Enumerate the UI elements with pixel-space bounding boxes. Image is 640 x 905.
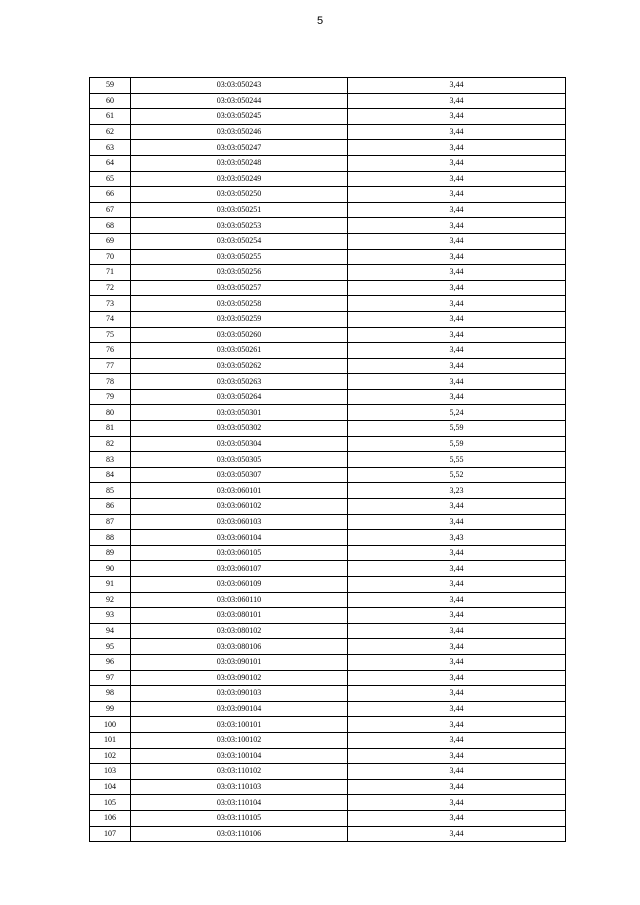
row-number-cell: 60 [90, 93, 131, 109]
cadastral-number-cell: 03:03:050302 [131, 421, 348, 437]
row-number-cell: 81 [90, 421, 131, 437]
row-number-cell: 61 [90, 109, 131, 125]
value-cell: 3,44 [348, 654, 566, 670]
row-number-cell: 74 [90, 311, 131, 327]
value-cell: 3,44 [348, 764, 566, 780]
row-number-cell: 88 [90, 530, 131, 546]
cadastral-number-cell: 03:03:050301 [131, 405, 348, 421]
table-row [90, 171, 566, 187]
cadastral-number-cell: 03:03:050248 [131, 155, 348, 171]
value-cell: 5,59 [348, 421, 566, 437]
table-row [90, 577, 566, 593]
row-number-cell: 63 [90, 140, 131, 156]
cadastral-number-cell: 03:03:060101 [131, 483, 348, 499]
value-cell: 3,44 [348, 577, 566, 593]
table-row [90, 358, 566, 374]
row-number-cell: 66 [90, 187, 131, 203]
value-cell: 3,44 [348, 343, 566, 359]
value-cell: 3,44 [348, 124, 566, 140]
table-row [90, 545, 566, 561]
value-cell: 5,52 [348, 467, 566, 483]
value-cell: 3,44 [348, 810, 566, 826]
table-row [90, 405, 566, 421]
cadastral-number-cell: 03:03:060109 [131, 577, 348, 593]
table-row [90, 202, 566, 218]
row-number-cell: 72 [90, 280, 131, 296]
value-cell: 3,44 [348, 311, 566, 327]
table-row [90, 639, 566, 655]
table-body [90, 78, 566, 842]
table-row [90, 483, 566, 499]
cadastral-number-cell: 03:03:060104 [131, 530, 348, 546]
table-row [90, 701, 566, 717]
cadastral-number-cell: 03:03:050253 [131, 218, 348, 234]
table-row [90, 561, 566, 577]
table-row [90, 810, 566, 826]
value-cell: 3,44 [348, 327, 566, 343]
table-row [90, 779, 566, 795]
table-row [90, 608, 566, 624]
row-number-cell: 62 [90, 124, 131, 140]
row-number-cell: 101 [90, 732, 131, 748]
value-cell: 3,44 [348, 233, 566, 249]
data-table [89, 77, 566, 842]
value-cell: 3,44 [348, 109, 566, 125]
row-number-cell: 99 [90, 701, 131, 717]
table-row [90, 732, 566, 748]
value-cell: 3,44 [348, 686, 566, 702]
table-row [90, 717, 566, 733]
table-row [90, 311, 566, 327]
value-cell: 5,24 [348, 405, 566, 421]
row-number-cell: 92 [90, 592, 131, 608]
cadastral-number-cell: 03:03:050263 [131, 374, 348, 390]
value-cell: 3,44 [348, 389, 566, 405]
value-cell: 3,44 [348, 608, 566, 624]
value-cell: 3,44 [348, 561, 566, 577]
cadastral-number-cell: 03:03:110105 [131, 810, 348, 826]
cadastral-number-cell: 03:03:050260 [131, 327, 348, 343]
cadastral-number-cell: 03:03:050250 [131, 187, 348, 203]
table-row [90, 748, 566, 764]
cadastral-number-cell: 03:03:100104 [131, 748, 348, 764]
value-cell: 3,44 [348, 187, 566, 203]
cadastral-number-cell: 03:03:050258 [131, 296, 348, 312]
value-cell: 3,44 [348, 670, 566, 686]
table-row [90, 218, 566, 234]
row-number-cell: 68 [90, 218, 131, 234]
table-row [90, 327, 566, 343]
value-cell: 3,44 [348, 93, 566, 109]
value-cell: 3,44 [348, 265, 566, 281]
table-row [90, 436, 566, 452]
value-cell: 3,23 [348, 483, 566, 499]
row-number-cell: 71 [90, 265, 131, 281]
value-cell: 3,44 [348, 140, 566, 156]
value-cell: 3,44 [348, 296, 566, 312]
value-cell: 3,44 [348, 826, 566, 842]
table-row [90, 654, 566, 670]
table-row [90, 826, 566, 842]
value-cell: 3,44 [348, 218, 566, 234]
cadastral-number-cell: 03:03:060105 [131, 545, 348, 561]
cadastral-number-cell: 03:03:100101 [131, 717, 348, 733]
cadastral-number-cell: 03:03:050251 [131, 202, 348, 218]
cadastral-number-cell: 03:03:050256 [131, 265, 348, 281]
cadastral-number-cell: 03:03:090104 [131, 701, 348, 717]
cadastral-number-cell: 03:03:050264 [131, 389, 348, 405]
table-row [90, 109, 566, 125]
table-row [90, 296, 566, 312]
cadastral-number-cell: 03:03:110103 [131, 779, 348, 795]
table-row [90, 499, 566, 515]
value-cell: 3,44 [348, 155, 566, 171]
cadastral-number-cell: 03:03:050304 [131, 436, 348, 452]
value-cell: 3,44 [348, 795, 566, 811]
cadastral-number-cell: 03:03:050245 [131, 109, 348, 125]
table-row [90, 389, 566, 405]
value-cell: 3,43 [348, 530, 566, 546]
row-number-cell: 83 [90, 452, 131, 468]
row-number-cell: 78 [90, 374, 131, 390]
row-number-cell: 80 [90, 405, 131, 421]
table-row [90, 530, 566, 546]
cadastral-number-cell: 03:03:080106 [131, 639, 348, 655]
value-cell: 3,44 [348, 748, 566, 764]
value-cell: 3,44 [348, 592, 566, 608]
row-number-cell: 106 [90, 810, 131, 826]
cadastral-number-cell: 03:03:050261 [131, 343, 348, 359]
row-number-cell: 73 [90, 296, 131, 312]
cadastral-number-cell: 03:03:060102 [131, 499, 348, 515]
table-row [90, 280, 566, 296]
row-number-cell: 76 [90, 343, 131, 359]
cadastral-number-cell: 03:03:060107 [131, 561, 348, 577]
value-cell: 3,44 [348, 779, 566, 795]
table-row [90, 623, 566, 639]
cadastral-number-cell: 03:03:050247 [131, 140, 348, 156]
table-row [90, 155, 566, 171]
value-cell: 3,44 [348, 202, 566, 218]
row-number-cell: 97 [90, 670, 131, 686]
row-number-cell: 82 [90, 436, 131, 452]
value-cell: 3,44 [348, 717, 566, 733]
table-row [90, 265, 566, 281]
row-number-cell: 79 [90, 389, 131, 405]
cadastral-number-cell: 03:03:050305 [131, 452, 348, 468]
value-cell: 3,44 [348, 249, 566, 265]
cadastral-number-cell: 03:03:050259 [131, 311, 348, 327]
table-row [90, 187, 566, 203]
cadastral-number-cell: 03:03:110104 [131, 795, 348, 811]
value-cell: 3,44 [348, 732, 566, 748]
row-number-cell: 86 [90, 499, 131, 515]
row-number-cell: 102 [90, 748, 131, 764]
value-cell: 3,44 [348, 280, 566, 296]
value-cell: 3,44 [348, 374, 566, 390]
table-row [90, 93, 566, 109]
cadastral-number-cell: 03:03:050255 [131, 249, 348, 265]
table-row [90, 124, 566, 140]
table-row [90, 764, 566, 780]
table-row [90, 140, 566, 156]
row-number-cell: 103 [90, 764, 131, 780]
row-number-cell: 93 [90, 608, 131, 624]
row-number-cell: 87 [90, 514, 131, 530]
row-number-cell: 104 [90, 779, 131, 795]
row-number-cell: 65 [90, 171, 131, 187]
cadastral-number-cell: 03:03:090101 [131, 654, 348, 670]
value-cell: 5,59 [348, 436, 566, 452]
table-row [90, 452, 566, 468]
table-row [90, 670, 566, 686]
value-cell: 3,44 [348, 499, 566, 515]
cadastral-number-cell: 03:03:050249 [131, 171, 348, 187]
row-number-cell: 67 [90, 202, 131, 218]
cadastral-number-cell: 03:03:110106 [131, 826, 348, 842]
row-number-cell: 105 [90, 795, 131, 811]
table-row [90, 233, 566, 249]
table-row [90, 686, 566, 702]
value-cell: 3,44 [348, 545, 566, 561]
cadastral-number-cell: 03:03:110102 [131, 764, 348, 780]
cadastral-number-cell: 03:03:090103 [131, 686, 348, 702]
page-number: 5 [316, 15, 324, 27]
row-number-cell: 77 [90, 358, 131, 374]
cadastral-number-cell: 03:03:100102 [131, 732, 348, 748]
row-number-cell: 91 [90, 577, 131, 593]
table-row [90, 374, 566, 390]
row-number-cell: 107 [90, 826, 131, 842]
cadastral-number-cell: 03:03:050254 [131, 233, 348, 249]
row-number-cell: 84 [90, 467, 131, 483]
row-number-cell: 89 [90, 545, 131, 561]
cadastral-number-cell: 03:03:050243 [131, 78, 348, 94]
cadastral-number-cell: 03:03:090102 [131, 670, 348, 686]
table-row [90, 421, 566, 437]
row-number-cell: 100 [90, 717, 131, 733]
cadastral-number-cell: 03:03:050246 [131, 124, 348, 140]
table-row [90, 343, 566, 359]
row-number-cell: 95 [90, 639, 131, 655]
value-cell: 3,44 [348, 358, 566, 374]
value-cell: 3,44 [348, 78, 566, 94]
cadastral-number-cell: 03:03:050262 [131, 358, 348, 374]
table-row [90, 78, 566, 94]
cadastral-number-cell: 03:03:080102 [131, 623, 348, 639]
cadastral-number-cell: 03:03:060110 [131, 592, 348, 608]
table-row [90, 249, 566, 265]
value-cell: 3,44 [348, 701, 566, 717]
row-number-cell: 64 [90, 155, 131, 171]
value-cell: 3,44 [348, 514, 566, 530]
cadastral-number-cell: 03:03:050244 [131, 93, 348, 109]
row-number-cell: 85 [90, 483, 131, 499]
row-number-cell: 90 [90, 561, 131, 577]
row-number-cell: 59 [90, 78, 131, 94]
row-number-cell: 69 [90, 233, 131, 249]
table-row [90, 795, 566, 811]
value-cell: 3,44 [348, 623, 566, 639]
row-number-cell: 98 [90, 686, 131, 702]
row-number-cell: 96 [90, 654, 131, 670]
row-number-cell: 75 [90, 327, 131, 343]
value-cell: 3,44 [348, 171, 566, 187]
row-number-cell: 70 [90, 249, 131, 265]
cadastral-number-cell: 03:03:080101 [131, 608, 348, 624]
table-row [90, 514, 566, 530]
value-cell: 5,55 [348, 452, 566, 468]
value-cell: 3,44 [348, 639, 566, 655]
cadastral-number-cell: 03:03:050257 [131, 280, 348, 296]
cadastral-number-cell: 03:03:060103 [131, 514, 348, 530]
row-number-cell: 94 [90, 623, 131, 639]
table-row [90, 467, 566, 483]
table-row [90, 592, 566, 608]
cadastral-number-cell: 03:03:050307 [131, 467, 348, 483]
